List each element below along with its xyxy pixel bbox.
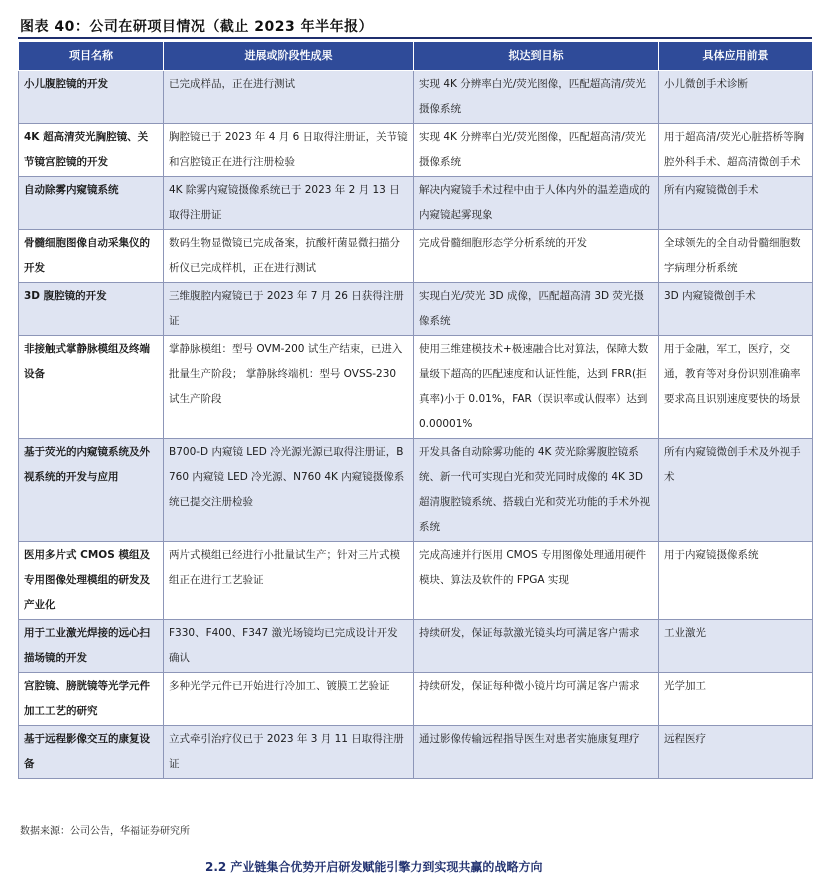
cell-progress: 已完成样品，正在进行测试 [164,71,414,124]
cell-progress: 多种光学元件已开始进行冷加工、镀膜工艺验证 [164,673,414,726]
cell-target: 持续研发，保证每款激光镜头均可满足客户需求 [414,620,659,673]
cell-progress: F330、F400、F347 激光场镜均已完成设计开发确认 [164,620,414,673]
caption-divider [18,37,812,39]
cell-target: 完成骨髓细胞形态学分析系统的开发 [414,230,659,283]
header-progress: 进展或阶段性成果 [164,42,414,71]
cell-progress: 掌静脉模组：型号 OVM-200 试生产结束，已进入批量生产阶段； 掌静脉终端机：型号 OVSS-230 试生产阶段 [164,336,414,439]
cell-project: 用于工业激光焊接的远心扫描场镜的开发 [19,620,164,673]
cell-progress: 4K 除雾内窥镜摄像系统已于 2023 年 2 月 13 日取得注册证 [164,177,414,230]
cell-project: 医用多片式 CMOS 模组及专用图像处理模组的研发及产业化 [19,542,164,620]
cell-progress: 三维腹腔内窥镜已于 2023 年 7 月 26 日获得注册证 [164,283,414,336]
cell-progress: 胸腔镜已于 2023 年 4 月 6 日取得注册证，关节镜和宫腔镜正在进行注册检验 [164,124,414,177]
cell-project: 自动除雾内窥镜系统 [19,177,164,230]
table-row [19,283,813,336]
cell-progress: 数码生物显微镜已完成备案，抗酸杆菌显微扫描分析仪已完成样机，正在进行测试 [164,230,414,283]
cell-project: 骨髓细胞图像自动采集仪的开发 [19,230,164,283]
cell-progress: B700-D 内窥镜 LED 冷光源光源已取得注册证，B760 内窥镜 LED 冷光源、N760 4K 内窥镜摄像系统已提交注册检验 [164,439,414,542]
table-row [19,124,813,177]
cell-progress: 立式牵引治疗仪已于 2023 年 3 月 11 日取得注册证 [164,726,414,779]
cell-target: 开发具备自动除雾功能的 4K 荧光除雾腹腔镜系统、新一代可实现白光和荧光同时成像的 4K 3D 超清腹腔镜系统、搭载白光和荧光功能的手术外视系统 [414,439,659,542]
cell-target: 实现 4K 分辨率白光/荧光图像，匹配超高清/荧光摄像系统 [414,124,659,177]
cell-project: 3D 腹腔镜的开发 [19,283,164,336]
table-row [19,71,813,124]
table-row [19,673,813,726]
data-source-note: 数据来源：公司公告，华福证券研究所 [20,826,190,837]
cell-project: 4K 超高清荧光胸腔镜、关节镜宫腔镜的开发 [19,124,164,177]
cell-project: 基于远程影像交互的康复设备 [19,726,164,779]
cell-application: 小儿微创手术诊断 [659,71,813,124]
cell-target: 实现白光/荧光 3D 成像，匹配超高清 3D 荧光摄像系统 [414,283,659,336]
table-row [19,177,813,230]
cell-application: 所有内窥镜微创手术 [659,177,813,230]
rd-projects-table [18,41,813,779]
header-application: 具体应用前景 [659,42,813,71]
cell-application: 3D 内窥镜微创手术 [659,283,813,336]
cell-project: 宫腔镜、膀胱镜等光学元件加工工艺的研究 [19,673,164,726]
header-target: 拟达到目标 [414,42,659,71]
header-project-name: 项目名称 [19,42,164,71]
table-header-row [19,42,813,71]
cell-progress: 两片式模组已经进行小批量试生产；针对三片式模组正在进行工艺验证 [164,542,414,620]
table-row [19,542,813,620]
cell-application: 远程医疗 [659,726,813,779]
cell-application: 所有内窥镜微创手术及外视手术 [659,439,813,542]
cell-target: 解决内窥镜手术过程中由于人体内外的温差造成的内窥镜起雾现象 [414,177,659,230]
cell-project: 小儿腹腔镜的开发 [19,71,164,124]
table-row [19,336,813,439]
cell-target: 持续研发，保证每种微小镜片均可满足客户需求 [414,673,659,726]
section-heading-cutoff: 2.2 产业链集合优势开启研发赋能引擎力到实现共赢的战略方向 [205,860,543,874]
figure-caption: 图表 40：公司在研项目情况（截止 2023 年半年报） [20,19,374,35]
cell-application: 光学加工 [659,673,813,726]
cell-target: 使用三维建模技术+极速融合比对算法，保障大数量级下超高的匹配速度和认证性能，达到 FRR(拒真率)小于 0.01%，FAR（误识率或认假率）达到 0.00001% [414,336,659,439]
cell-target: 通过影像传输远程指导医生对患者实施康复理疗 [414,726,659,779]
cell-application: 用于内窥镜摄像系统 [659,542,813,620]
table-row [19,620,813,673]
cell-application: 用于金融，军工，医疗，交通，教育等对身份识别准确率要求高且识别速度要快的场景 [659,336,813,439]
table-row [19,439,813,542]
cell-project: 非接触式掌静脉模组及终端设备 [19,336,164,439]
table-row [19,230,813,283]
cell-project: 基于荧光的内窥镜系统及外视系统的开发与应用 [19,439,164,542]
cell-target: 实现 4K 分辨率白光/荧光图像，匹配超高清/荧光摄像系统 [414,71,659,124]
cell-target: 完成高速并行医用 CMOS 专用图像处理通用硬件模块、算法及软件的 FPGA 实现 [414,542,659,620]
cell-application: 全球领先的全自动骨髓细胞数字病理分析系统 [659,230,813,283]
cell-application: 用于超高清/荧光心脏搭桥等胸腔外科手术、超高清微创手术 [659,124,813,177]
table-row [19,726,813,779]
cell-application: 工业激光 [659,620,813,673]
